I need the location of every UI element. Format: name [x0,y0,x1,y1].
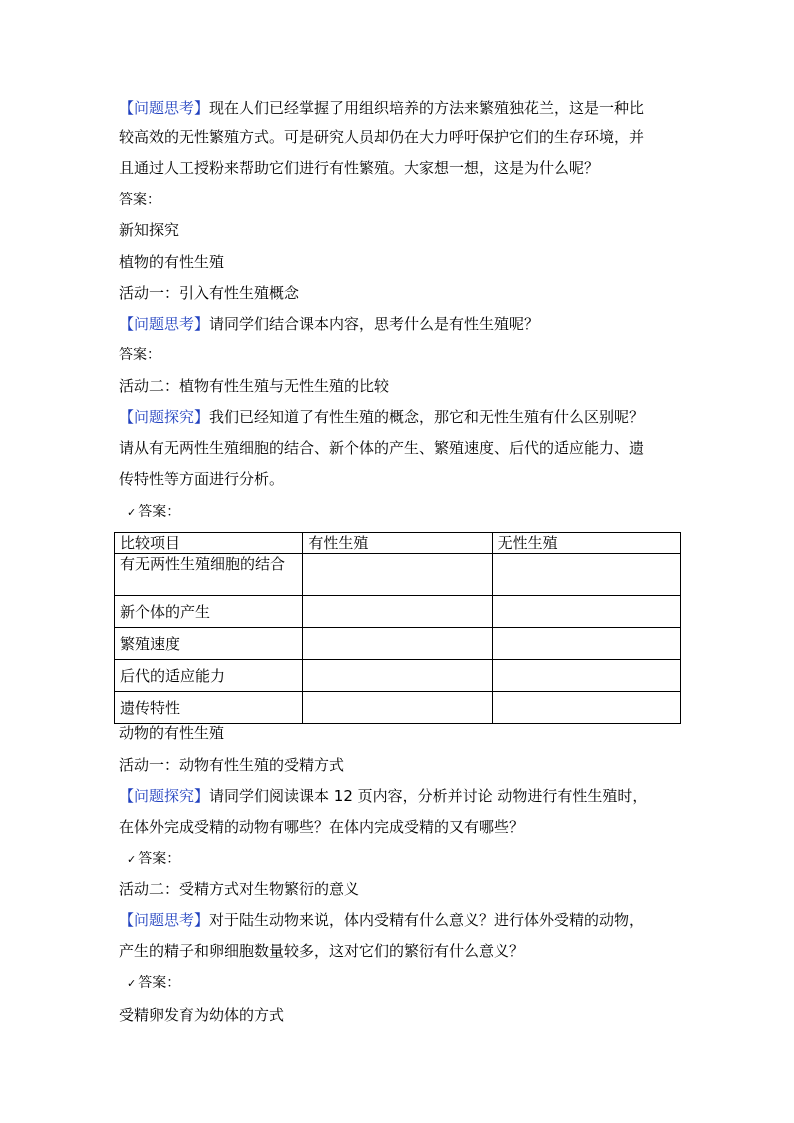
question-tag: 【问题思考】 [119,911,210,929]
question-paragraph-5-line-1 [119,909,644,931]
activity-2-plant: 活动二：植物有性生殖与无性生殖的比较 [119,377,390,395]
question-tag: 【问题思考】 [119,315,210,333]
answer-label-1: 答案： [119,192,161,208]
table-cell-sexual [303,660,492,692]
table-header-cell: 比较项目 [115,533,303,554]
answer-label-5 [127,972,180,995]
table-header-cell: 有性生殖 [303,533,492,554]
question-paragraph-5-line-2: 产生的精子和卵细胞数量较多，这对它们的繁衍有什么意义？ [119,942,525,960]
answer-label-2: 答案： [119,347,161,363]
activity-1-animal: 活动一：动物有性生殖的受精方式 [119,756,345,774]
answer-label-text: 答案： [138,975,181,991]
table-row-item: 遗传特性 [115,692,303,724]
inquiry-paragraph-3-line-3: 传特性等方面进行分析。 [119,470,285,488]
table-row-item: 有无两性生殖细胞的结合 [115,554,303,596]
answer-label-text: 答案： [138,851,181,867]
table-cell-asexual [492,660,680,692]
inquiry-paragraph-3-line-2: 请从有无两性生殖细胞的结合、新个体的产生、繁殖速度、后代的适应能力、遗 [119,439,645,457]
animal-heading: 动物的有性生殖 [119,724,225,742]
table-header-row [115,533,681,554]
table-row [115,692,681,724]
inquiry-tag: 【问题探究】 [119,408,210,426]
check-mark-icon: ✓ [127,506,137,519]
inquiry-paragraph-4-line-2: 在体外完成受精的动物有哪些？在体内完成受精的又有哪些？ [119,818,525,836]
question-paragraph-1-line-1 [119,97,644,119]
question-paragraph-2 [119,313,539,335]
answer-label-text: 答案： [138,504,181,520]
question-text: 现在人们已经掌握了用组织培养的方法来繁殖独花兰，这是一种比 [209,99,645,117]
answer-label-3 [127,501,180,524]
question-text: 请同学们结合课本内容，思考什么是有性生殖呢？ [209,315,540,333]
section-heading-new-knowledge: 新知探究 [119,221,180,239]
table-cell-asexual [492,554,680,596]
table-row [115,660,681,692]
inquiry-paragraph-3-line-1 [119,406,644,428]
activity-2-animal: 活动二：受精方式对生物繁衍的意义 [119,880,360,898]
table-cell-asexual [492,628,680,660]
table-row [115,596,681,628]
inquiry-text: 请同学们阅读课本 12 页内容，分析并讨论 动物进行有性生殖时， [209,787,648,805]
check-mark-icon: ✓ [127,853,137,866]
question-paragraph-1-line-2: 较高效的无性繁殖方式。可是研究人员却仍在大力呼吁保护它们的生存环境，并 [119,128,645,146]
question-tag: 【问题思考】 [119,99,210,117]
comparison-table [114,532,681,724]
table-row-item: 新个体的产生 [115,596,303,628]
table-cell-sexual [303,554,492,596]
inquiry-text: 我们已经知道了有性生殖的概念，那它和无性生殖有什么区别呢？ [209,408,645,426]
table-header-cell: 无性生殖 [492,533,680,554]
table-row-item: 后代的适应能力 [115,660,303,692]
table-row [115,628,681,660]
inquiry-tag: 【问题探究】 [119,787,210,805]
plant-heading: 植物的有性生殖 [119,253,225,271]
last-heading: 受精卵发育为幼体的方式 [119,1006,285,1024]
inquiry-paragraph-4-line-1 [119,785,647,807]
table-row-item: 繁殖速度 [115,628,303,660]
table-cell-sexual [303,628,492,660]
answer-label-4 [127,848,180,871]
table-row [115,554,681,596]
check-mark-icon: ✓ [127,977,137,990]
activity-1-plant: 活动一：引入有性生殖概念 [119,284,300,302]
table-cell-sexual [303,692,492,724]
table-cell-asexual [492,596,680,628]
table-cell-sexual [303,596,492,628]
table-cell-asexual [492,692,680,724]
question-text: 对于陆生动物来说，体内受精有什么意义？进行体外受精的动物， [209,911,645,929]
question-paragraph-1-line-3: 且通过人工授粉来帮助它们进行有性繁殖。大家想一想，这是为什么呢？ [119,159,600,177]
